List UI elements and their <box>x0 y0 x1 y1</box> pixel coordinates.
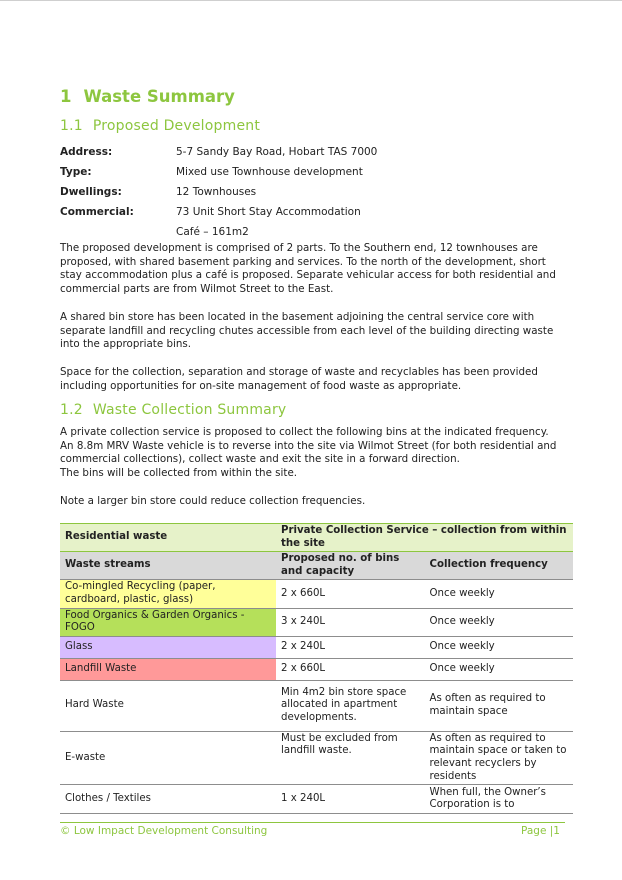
footer-copyright: © Low Impact Development Consulting <box>60 825 268 837</box>
frequency-cell: As often as required to maintain space <box>425 680 574 731</box>
development-description <box>60 242 568 296</box>
bins-cell: Must be excluded from landfill waste. <box>276 731 425 784</box>
frequency-cell: Once weekly <box>425 608 574 636</box>
page-top-border <box>0 0 622 1</box>
table-row <box>60 680 573 731</box>
frequency-cell: Once weekly <box>425 658 574 680</box>
waste-collection-table <box>60 523 573 814</box>
table-header-cell: Waste streams <box>60 552 276 580</box>
table-row <box>60 731 573 784</box>
subsection-number: 1.1 <box>60 118 83 134</box>
frequency-cell: Once weekly <box>425 580 574 608</box>
info-value: 12 Townhouses <box>176 186 257 198</box>
frequency-cell: Once weekly <box>425 636 574 658</box>
waste-stream-cell: E-waste <box>60 731 276 784</box>
table-row <box>60 658 573 680</box>
table-header-cell: Residential waste <box>60 524 276 552</box>
info-value: 5-7 Sandy Bay Road, Hobart TAS 7000 <box>176 146 378 158</box>
table-row <box>60 785 573 814</box>
info-label: Type: <box>60 166 92 178</box>
paragraph: The proposed development is comprised of 2 parts. To the Southern end, 12 townhouses are proposed, with shared basement parking and services. To the north of the development, short stay accommodation plus a café is proposed. Separate vehicular access for both residential and commercial parts are from Wilmot Street to the East. <box>60 242 556 295</box>
subsection-heading-proposed <box>60 118 260 134</box>
footer-page-number: Page |1 <box>521 825 560 837</box>
paragraph: Space for the collection, separation and storage of waste and recyclables has been provided including opportunities for on-site management of food waste as appropriate. <box>60 366 538 392</box>
waste-stream-cell: Landfill Waste <box>60 658 276 680</box>
bins-cell: 2 x 660L <box>276 580 425 608</box>
subsection-title: Proposed Development <box>92 118 261 134</box>
subsection-number: 1.2 <box>60 402 83 418</box>
frequency-cell: When full, the Owner’s Corporation is to <box>425 785 574 814</box>
table-header-cell: Private Collection Service – collection from within the site <box>276 524 573 552</box>
bin-store-description <box>60 311 568 352</box>
section-title: Waste Summary <box>83 87 235 106</box>
bins-cell: 3 x 240L <box>276 608 425 636</box>
subsection-heading-collection <box>60 402 286 418</box>
subsection-title: Waste Collection Summary <box>92 402 287 418</box>
bins-cell: 2 x 240L <box>276 636 425 658</box>
waste-stream-cell: Hard Waste <box>60 680 276 731</box>
bins-cell: Min 4m2 bin store space allocated in apartment developments. <box>276 680 425 731</box>
table-header-cell: Collection frequency <box>425 552 574 580</box>
paragraph: Note a larger bin store could reduce collection frequencies. <box>60 495 366 507</box>
paragraph-line: The bins will be collected from within the site. <box>60 466 298 479</box>
waste-stream-cell: Food Organics & Garden Organics - FOGO <box>60 608 276 636</box>
info-value: Mixed use Townhouse development <box>176 166 363 178</box>
info-value: 73 Unit Short Stay Accommodation <box>176 206 361 218</box>
waste-space-description <box>60 366 568 393</box>
paragraph-line: A private collection service is proposed to collect the following bins at the indicated frequency. <box>60 426 549 438</box>
section-heading <box>60 87 235 106</box>
bins-cell: 1 x 240L <box>276 785 425 814</box>
footer-divider <box>60 822 565 823</box>
table-row <box>60 608 573 636</box>
collection-note <box>60 495 568 509</box>
section-number: 1 <box>60 87 72 106</box>
info-label: Dwellings: <box>60 186 122 198</box>
table-row <box>60 580 573 608</box>
table-row <box>60 636 573 658</box>
collection-description <box>60 426 568 480</box>
paragraph-line: An 8.8m MRV Waste vehicle is to reverse into the site via Wilmot Street (for both residential and commercial collections), collect waste and exit the site in a forward direction. <box>60 439 557 466</box>
waste-stream-cell: Co-mingled Recycling (paper, cardboard, plastic, glass) <box>60 580 276 608</box>
info-label: Commercial: <box>60 206 134 218</box>
table-header-cell: Proposed no. of bins and capacity <box>276 552 425 580</box>
table-subheader-row <box>60 552 573 580</box>
info-value: Café – 161m2 <box>176 226 249 238</box>
waste-stream-cell: Clothes / Textiles <box>60 785 276 814</box>
frequency-cell: As often as required to maintain space or taken to relevant recyclers by residents <box>425 731 574 784</box>
bins-cell: 2 x 660L <box>276 658 425 680</box>
info-label: Address: <box>60 146 113 158</box>
waste-stream-cell: Glass <box>60 636 276 658</box>
paragraph: A shared bin store has been located in the basement adjoining the central service core with separate landfill and recycling chutes accessible from each level of the building directing waste into the appropriate bins. <box>60 311 554 351</box>
table-header-row <box>60 524 573 552</box>
